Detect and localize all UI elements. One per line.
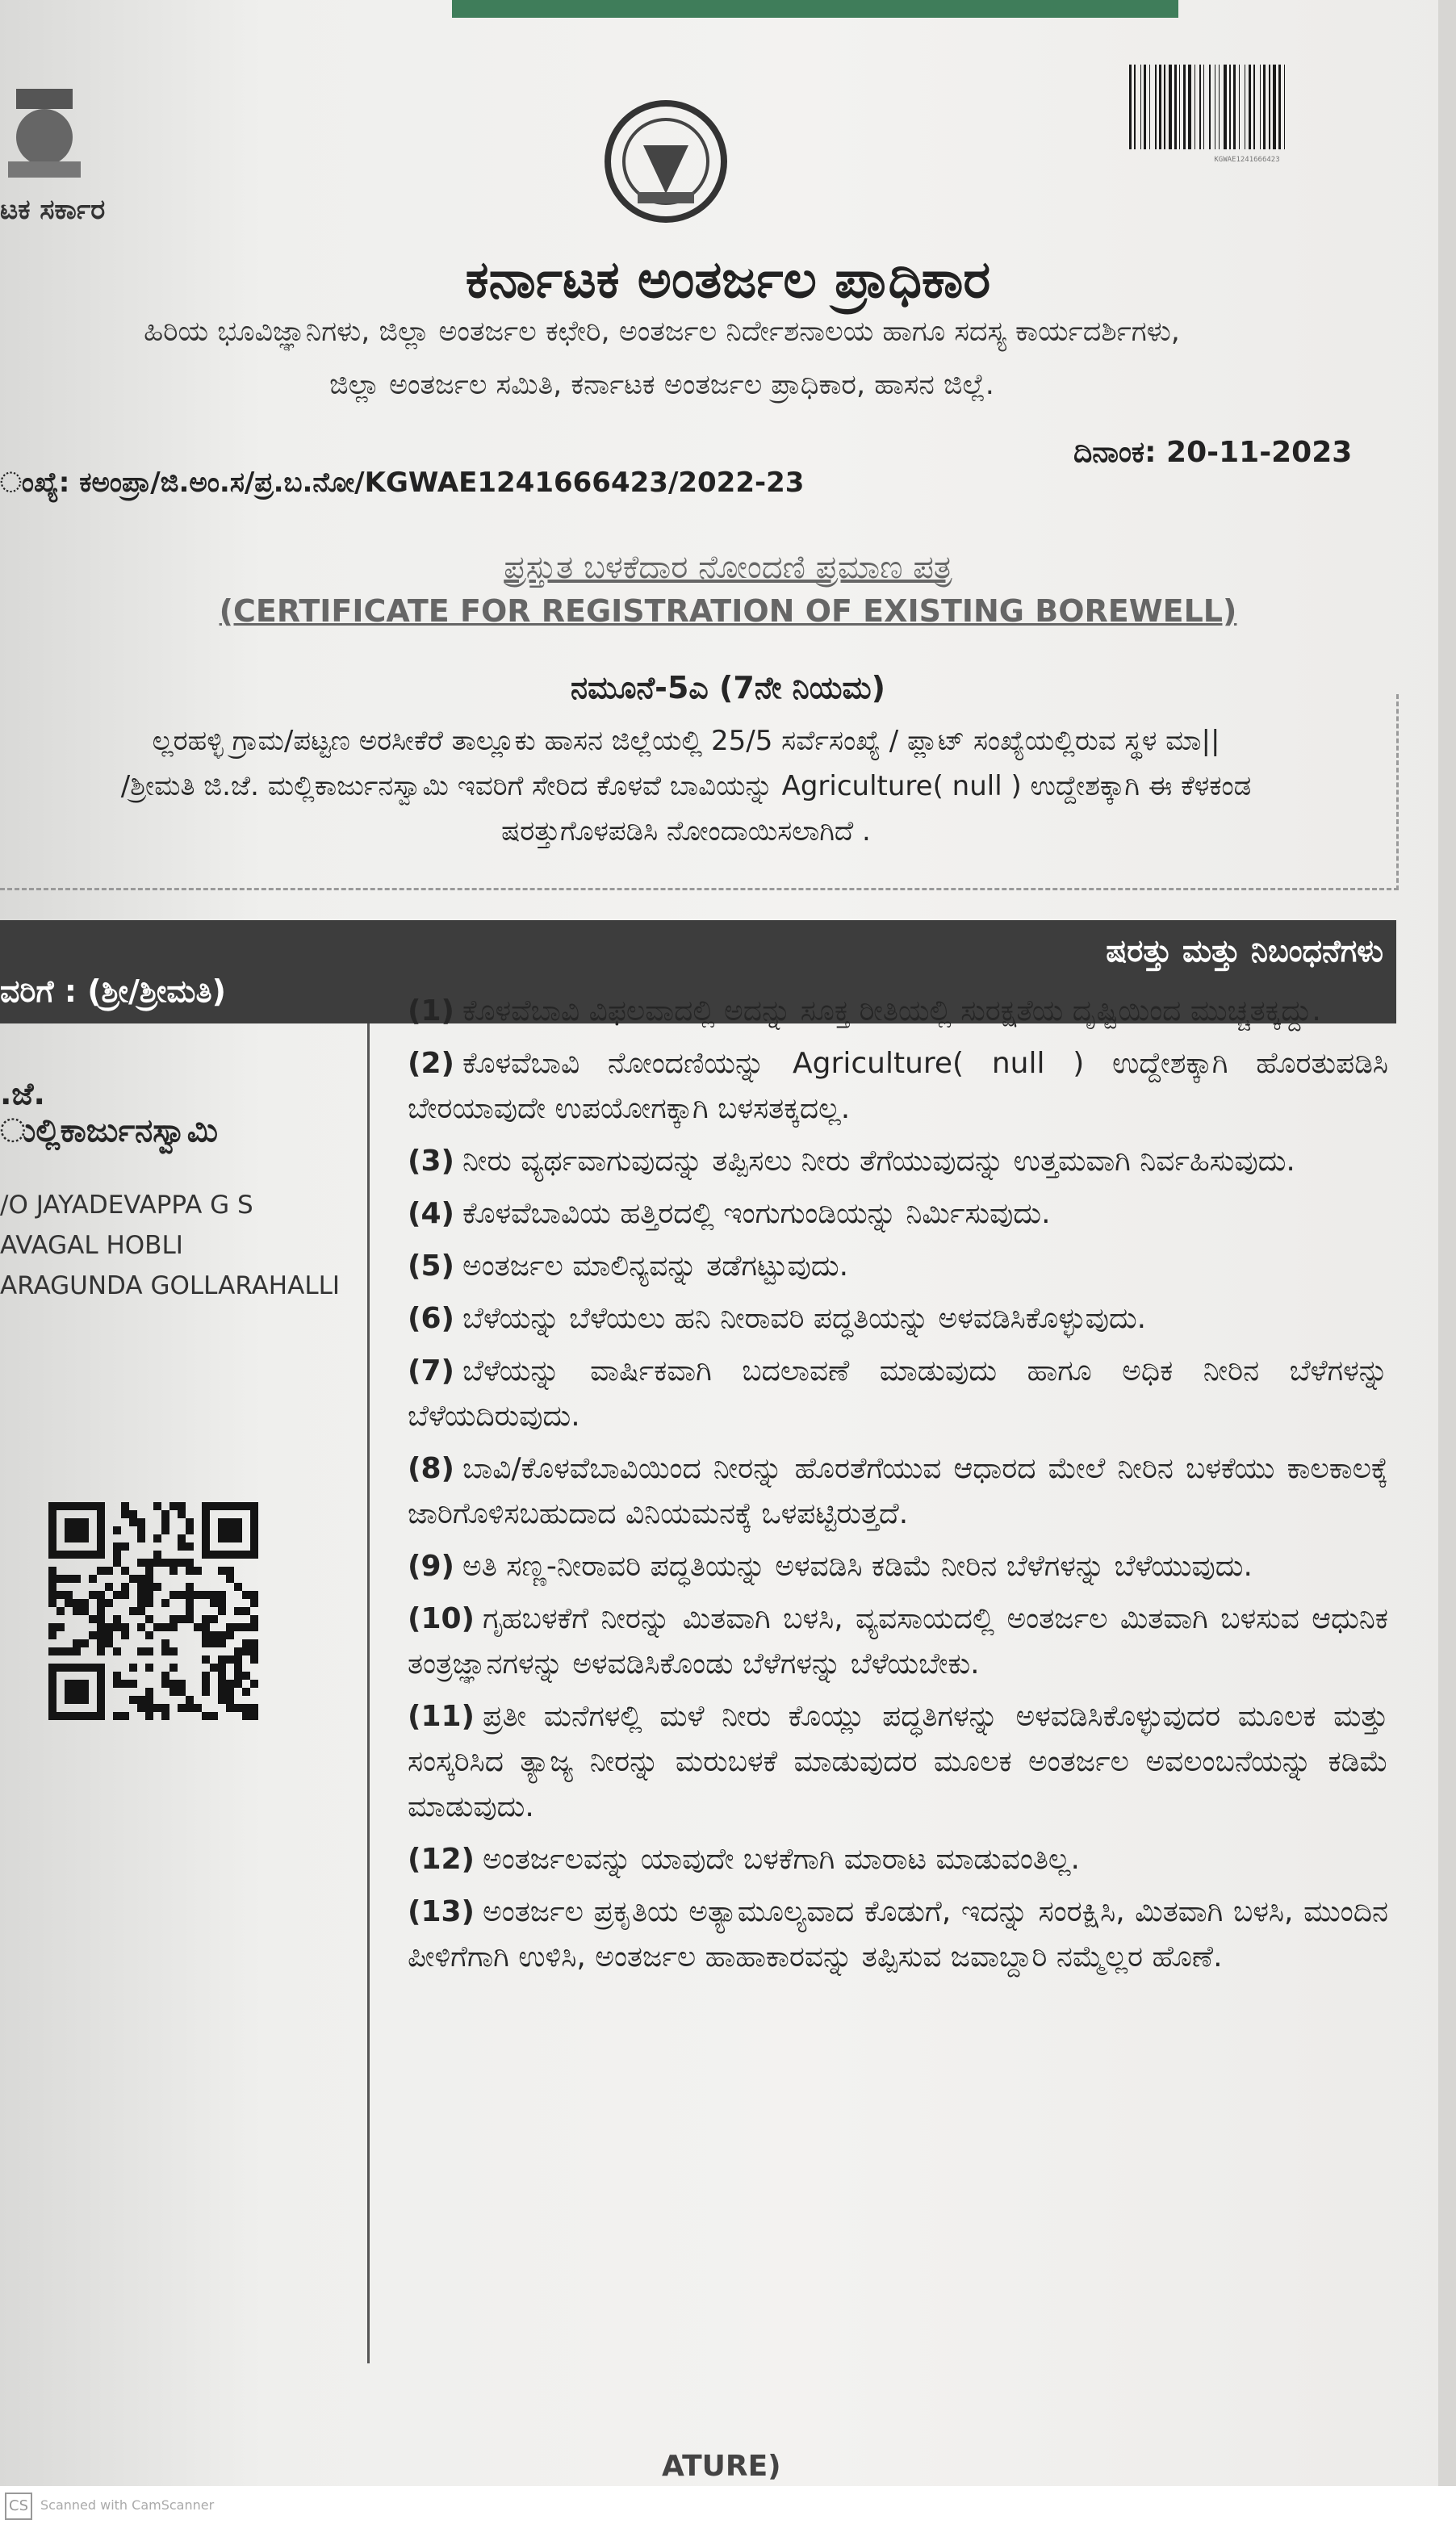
terms-list: [408, 989, 1388, 1987]
term-item: [408, 989, 1388, 1034]
term-text: ಅಂತರ್ಜಲವನ್ನು ಯಾವುದೇ ಬಳಕೆಗಾಗಿ ಮಾರಾಟ ಮಾಡುವಂತಿಲ್ಲ.: [483, 1843, 1080, 1876]
term-number: (13): [408, 1895, 475, 1928]
term-text: ಬೆಳೆಯನ್ನು ವಾರ್ಷಿಕವಾಗಿ ಬದಲಾವಣೆ ಮಾಡುವುದು ಹಾಗೂ ಅಧಿಕ ನೀರಿನ ಬೆಳೆಗಳನ್ನು ಬೆಳೆಯದಿರುವುದು.: [408, 1354, 1388, 1433]
term-text: ಗೃಹಬಳಕೆಗೆ ನೀರನ್ನು ಮಿತವಾಗಿ ಬಳಸಿ, ವ್ಯವಸಾಯದಲ್ಲಿ ಅಂತರ್ಜಲ ಮಿತವಾಗಿ ಬಳಸುವ ಆಧುನಿಕ ತಂತ್ರಜ್ಞಾನಗಳನ್ನು ಅಳವಡಿಸಿಕೊಂಡು ಬೆಳೆಗಳನ್ನು ಬೆಳೆಯಬೇಕು.: [408, 1602, 1388, 1681]
holder-address-line-3: ARAGUNDA GOLLARAHALLI: [0, 1271, 341, 1300]
term-item: [408, 1694, 1388, 1830]
barcode-text: KGWAE1241666423: [1214, 156, 1280, 164]
registration-line-3: ಷರತ್ತುಗೊಳಪಡಿಸಿ ನೋಂದಾಯಿಸಲಾಗಿದೆ .: [501, 815, 871, 848]
certificate-title-english: (CERTIFICATE FOR REGISTRATION OF EXISTING BOREWELL): [219, 593, 1237, 629]
term-item: [408, 1139, 1388, 1184]
term-text: ಅಂತರ್ಜಲ ಮಾಲಿನ್ಯವನ್ನು ತಡೆಗಟ್ಟುವುದು.: [462, 1249, 849, 1283]
reference-number: ಂಖ್ಯೆ: ಕಅಂಪ್ರಾ/ಜಿ.ಅಂ.ಸ/ಪ್ರ.ಬ.ನೋ/KGWAE1241666423/2022-23: [0, 467, 805, 499]
term-text: ನೀರು ವ್ಯರ್ಥವಾಗುವುದನ್ನು ತಪ್ಪಿಸಲು ನೀರು ತೆಗೆಯುವುದನ್ನು ಉತ್ತಮವಾಗಿ ನಿರ್ವಹಿಸುವುದು.: [462, 1145, 1295, 1178]
term-number: (3): [408, 1145, 454, 1178]
holder-name: ುಲ್ಲಿಕಾರ್ಜುನಸ್ವಾಮಿ: [0, 1112, 219, 1149]
term-text: ಪ್ರತೀ ಮನೆಗಳಲ್ಲಿ ಮಳೆ ನೀರು ಕೊಯ್ಲು ಪದ್ಧತಿಗಳನ್ನು ಅಳವಡಿಸಿಕೊಳ್ಳುವುದರ ಮೂಲಕ ಮತ್ತು ಸಂಸ್ಕರಿಸಿದ ತ್ಯಾಜ್ಯ ನೀರನ್ನು ಮರುಬಳಕೆ ಮಾಡುವುದರ ಮೂಲಕ ಅಂತರ್ಜಲ ಅವಲಂಬನೆಯನ್ನು ಕಡಿಮೆ ಮಾಡುವುದು.: [408, 1700, 1388, 1823]
term-number: (10): [408, 1602, 475, 1635]
barcode: [1126, 65, 1364, 165]
term-item: [408, 1446, 1388, 1537]
term-item: [408, 1597, 1388, 1687]
registration-line-2: /ಶ್ರೀಮತಿ ಜಿ.ಜೆ. ಮಲ್ಲಿಕಾರ್ಜುನಸ್ವಾಮಿ ಇವರಿಗೆ ಸೇರಿದ ಕೊಳವೆ ಬಾವಿಯನ್ನು Agriculture( null ) ಉದ್ದೇಶಕ್ಕಾಗಿ ಈ ಕೆಳಕಂಡ: [120, 770, 1252, 802]
terms-heading: ಷರತ್ತು ಮತ್ತು ನಿಬಂಧನೆಗಳು: [1106, 933, 1383, 969]
paper-edge: [1438, 0, 1456, 2524]
term-number: (6): [408, 1302, 454, 1335]
term-text: ಕೊಳವೆಬಾವಿಯ ಹತ್ತಿರದಲ್ಲಿ ಇಂಗುಗುಂಡಿಯನ್ನು ನಿರ್ಮಿಸುವುದು.: [462, 1197, 1051, 1230]
term-number: (9): [408, 1550, 454, 1583]
registration-line-1: ಲ್ಲರಹಳ್ಳಿ ಗ್ರಾಮ/ಪಟ್ಟಣ ಅರಸೀಕೆರೆ ತಾಲ್ಲೂಕು ಹಾಸನ ಜಿಲ್ಲೆಯಲ್ಲಿ 25/5 ಸರ್ವೆಸಂಖ್ಯೆ / ಪ್ಲಾಟ್ ಸಂಖ್ಯೆಯಲ್ಲಿರುವ ಸ್ಥಳ ಮಾ||: [152, 725, 1220, 757]
term-text: ಅತಿ ಸಣ್ಣ-ನೀರಾವರಿ ಪದ್ಧತಿಯನ್ನು ಅಳವಡಿಸಿ ಕಡಿಮೆ ನೀರಿನ ಬೆಳೆಗಳನ್ನು ಬೆಳೆಯುವುದು.: [462, 1550, 1253, 1583]
term-text: ಕೊಳವೆಬಾವಿ ವಿಫಲವಾದಲ್ಲಿ ಅದನ್ನು ಸೂಕ್ತ ರೀತಿಯಲ್ಲಿ ಸುರಕ್ಷತೆಯ ದೃಷ್ಟಿಯಿಂದ ಮುಚ್ಚತಕ್ಕದ್ದು.: [462, 994, 1321, 1028]
holder-address-line-2: AVAGAL HOBLI: [0, 1231, 183, 1260]
green-strip: [452, 0, 1178, 18]
camscanner-logo: CS: [5, 2493, 32, 2520]
term-item: [408, 1544, 1388, 1589]
signature-label-cut: ATURE): [662, 2450, 781, 2483]
certificate-title-kannada: ಪ್ರಸ್ತುತ ಬಳಕೆದಾರ ನೋಂದಣಿ ಪ್ರಮಾಣ ಪತ್ರ: [504, 549, 952, 586]
authority-title: ಕರ್ನಾಟಕ ಅಂತರ್ಜಲ ಪ್ರಾಧಿಕಾರ: [465, 250, 991, 310]
term-number: (2): [408, 1047, 454, 1080]
term-text: ಬಾವಿ/ಕೊಳವೆಬಾವಿಯಿಂದ ನೀರನ್ನು ಹೊರತೆಗೆಯುವ ಆಧಾರದ ಮೇಲೆ ನೀರಿನ ಬಳಕೆಯು ಕಾಲಕಾಲಕ್ಕೆ ಜಾರಿಗೊಳಿಸಬಹುದಾದ ವಿನಿಯಮನಕ್ಕೆ ಒಳಪಟ್ಟಿರುತ್ತದೆ.: [408, 1452, 1388, 1530]
term-text: ಕೊಳವೆಬಾವಿ ನೋಂದಣಿಯನ್ನು Agriculture( null ) ಉದ್ದೇಶಕ್ಕಾಗಿ ಹೊರತುಪಡಿಸಿ ಬೇರಯಾವುದೇ ಉಪಯೋಗಕ್ಕಾಗಿ ಬಳಸತಕ್ಕದಲ್ಲ.: [408, 1047, 1388, 1125]
term-number: (7): [408, 1354, 454, 1388]
term-item: [408, 1191, 1388, 1237]
office-address: [0, 305, 1324, 412]
karnataka-emblem-icon: [0, 81, 89, 186]
term-number: (8): [408, 1452, 454, 1485]
registration-statement: [0, 718, 1372, 854]
holder-address-line-1: /O JAYADEVAPPA G S: [0, 1191, 253, 1220]
holder-heading: ವರಿಗೆ : (ಶ್ರೀ/ಶ್ರೀಮತಿ): [0, 973, 226, 1009]
term-item: [408, 1244, 1388, 1289]
term-number: (4): [408, 1197, 454, 1230]
form-number: ನಮೂನೆ-5ಎ (7ನೇ ನಿಯಮ): [571, 670, 885, 705]
qr-code: [48, 1501, 258, 1721]
certificate-date: ದಿನಾಂಕ: 20-11-2023: [1073, 436, 1353, 469]
term-item: [408, 1349, 1388, 1439]
office-line-1: ಹಿರಿಯ ಭೂವಿಜ್ಞಾನಿಗಳು, ಜಿಲ್ಲಾ ಅಂತರ್ಜಲ ಕಛೇರಿ, ಅಂತರ್ಜಲ ನಿರ್ದೇಶನಾಲಯ ಹಾಗೂ ಸದಸ್ಯ ಕಾರ್ಯದರ್ಶಿಗಳು,: [144, 316, 1180, 348]
term-text: ಬೆಳೆಯನ್ನು ಬೆಳೆಯಲು ಹನಿ ನೀರಾವರಿ ಪದ್ಧತಿಯನ್ನು ಅಳವಡಿಸಿಕೊಳ್ಳುವುದು.: [462, 1302, 1147, 1335]
term-number: (5): [408, 1249, 454, 1283]
term-item: [408, 1837, 1388, 1882]
authority-logo-icon: [601, 97, 730, 226]
term-item: [408, 1890, 1388, 1980]
term-text: ಅಂತರ್ಜಲ ಪ್ರಕೃತಿಯ ಅತ್ಯಾಮೂಲ್ಯವಾದ ಕೊಡುಗೆ, ಇದನ್ನು ಸಂರಕ್ಷಿಸಿ, ಮಿತವಾಗಿ ಬಳಸಿ, ಮುಂದಿನ ಪೀಳಿಗೆಗಾಗಿ ಉಳಿಸಿ, ಅಂತರ್ಜಲ ಹಾಹಾಕಾರವನ್ನು ತಪ್ಪಿಸುವ ಜವಾಬ್ದಾರಿ ನಮ್ಮೆಲ್ಲರ ಹೊಣೆ.: [408, 1895, 1388, 1974]
term-number: (12): [408, 1843, 475, 1876]
scanned-with-text: Scanned with CamScanner: [40, 2497, 215, 2513]
term-number: (1): [408, 994, 454, 1028]
holder-initials: .ಜೆ.: [0, 1076, 45, 1111]
scan-footer: [0, 2486, 1456, 2524]
term-item: [408, 1041, 1388, 1132]
term-number: (11): [408, 1700, 475, 1733]
office-line-2: ಜಿಲ್ಲಾ ಅಂತರ್ಜಲ ಸಮಿತಿ, ಕರ್ನಾಟಕ ಅಂತರ್ಜಲ ಪ್ರಾಧಿಕಾರ, ಹಾಸನ ಜಿಲ್ಲೆ.: [329, 369, 994, 401]
government-text: ಟಕ ಸರ್ಕಾರ: [0, 194, 106, 226]
term-item: [408, 1296, 1388, 1342]
